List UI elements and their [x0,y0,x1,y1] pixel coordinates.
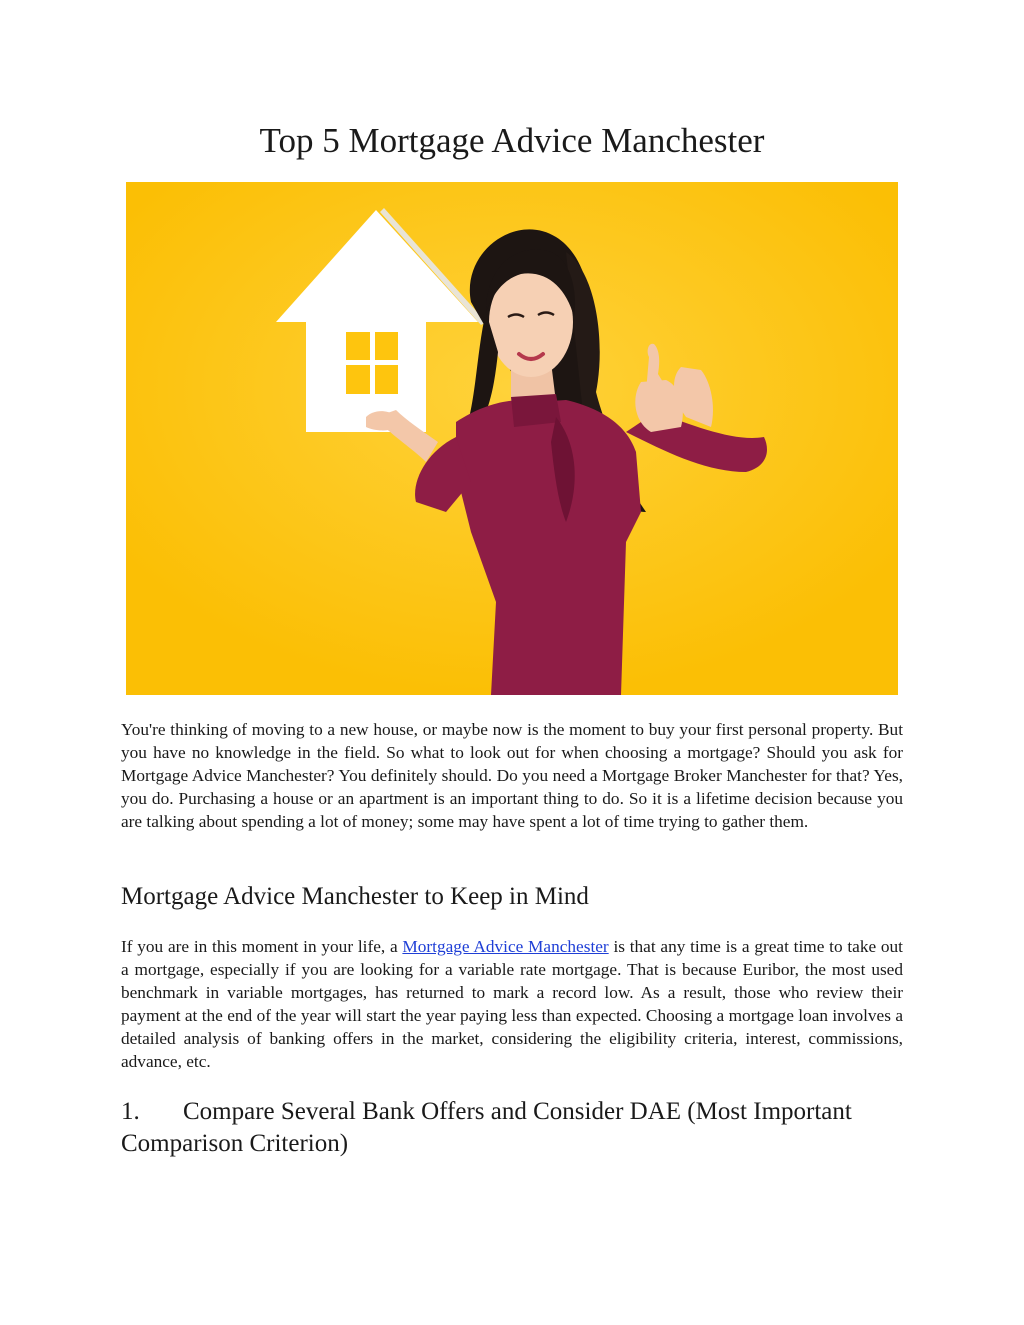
section-paragraph [121,935,903,1073]
section-paragraph-text-after-link: is that any time is a great time to take out a mortgage, especially if you are looking for a variable rate mortgage. That is because Euribor, the most used benchmark in variable mortgages, has returned to mark a record low. As a result, those who review their payment at the end of the year will start the year paying less than expected. Choosing a mortgage loan involves a detailed analysis of banking offers in the market, considering the eligibility criteria, interest, commissions, advance, etc. [121,937,903,1071]
section-paragraph-text-before-link: If you are in this moment in your life, a [121,937,403,956]
heading-number: 1. [121,1098,140,1125]
document-title: Top 5 Mortgage Advice Manchester [259,121,765,160]
section-heading: Mortgage Advice Manchester to Keep in Mind [121,883,589,910]
hero-image [126,182,898,695]
numbered-heading [121,1096,911,1160]
heading-text: Compare Several Bank Offers and Consider DAE (Most Important Comparison Criterion) [121,1098,852,1157]
intro-paragraph: You're thinking of moving to a new house, or maybe now is the moment to buy your first personal property. But you have no knowledge in the field. So what to look out for when choosing a mortgage? Should you ask for Mortgage Advice Manchester? You definitely should. Do you need a Mortgage Broker Manchester for that? Yes, you do. Purchasing a house or an apartment is an important thing to do. So it is a lifetime decision because you are talking about spending a lot of money; some may have spent a lot of time trying to gather them. [121,720,903,831]
mortgage-advice-manchester-link[interactable]: Mortgage Advice Manchester [402,937,609,956]
